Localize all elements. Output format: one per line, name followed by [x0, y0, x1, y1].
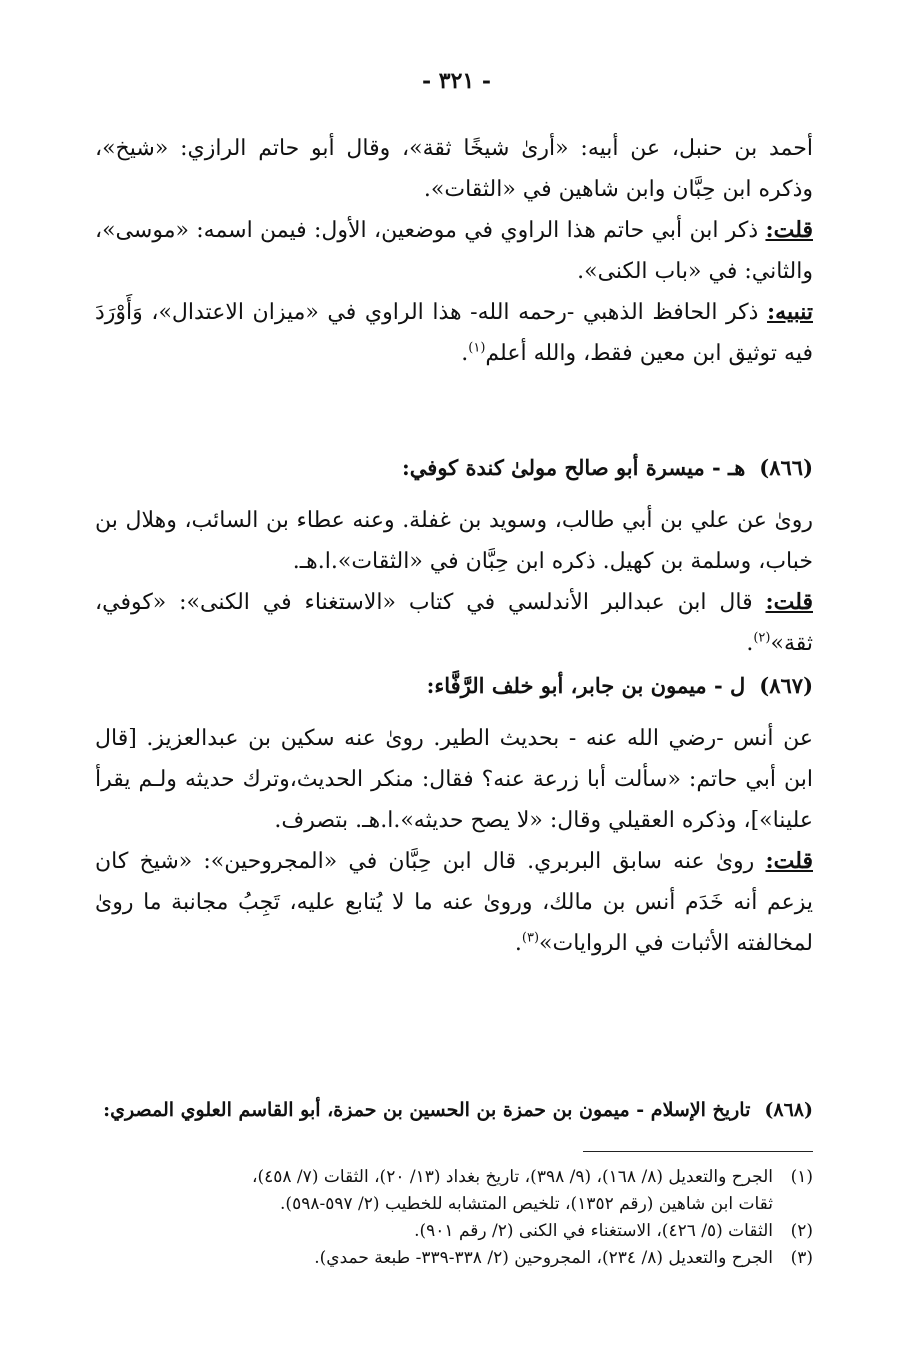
intro-paragraph-1: أحمد بن حنبل، عن أبيه: «أرىٰ شيخًا ثقة»، وقال أبو حاتم الرازي: «شيخ»، وذكره ابن حِبَّان وابن شاهين في «الثقات». [95, 136, 813, 202]
intro-section [95, 128, 813, 374]
entry-866-number: (٨٦٦) [759, 455, 813, 480]
footnote-ref-3: (٣) [521, 930, 540, 946]
entry-866-paragraph-2-text: قال ابن عبدالبر الأندلسي في كتاب «الاستغناء في الكنى»: «كوفي، ثقة» [95, 590, 813, 656]
page-number: - ٣٢١ - [421, 68, 492, 94]
entry-867-number: (٨٦٧) [759, 673, 813, 698]
entry-868-title: تاريخ الإسلام - ميمون بن حمزة بن الحسين بن حمزة، أبو القاسم العلوي المصري: [103, 1099, 751, 1121]
entry-866-paragraph-1: روىٰ عن علي بن أبي طالب، وسويد بن غفلة. وعنه عطاء بن السائب، وهلال بن خباب، وسلمة بن كهيل. ذكره ابن حِبَّان في «الثقات».ا.هـ. [95, 508, 813, 574]
qult-label: قلت: [765, 217, 813, 243]
entry-867-paragraph-2-text: روىٰ عنه سابق البربري. قال ابن حِبَّان في «المجروحين»: «شيخ كان يزعم أنه خَدَم أنس بن مالك، وروىٰ عنه ما لا يُتابع عليه، تَجِبُ مجانبة ما روىٰ لمخالفته الأثبات في الروايات» [95, 849, 813, 956]
entry-866-paragraph-2-end: . [746, 631, 754, 656]
footnote-ref-2: (٢) [753, 630, 771, 646]
footnote-3-text: الجرح والتعديل (٨/ ٢٣٤)، المجروحين (٢/ ٣٣٨-٣٣٩- طبعة حمدي). [314, 1248, 773, 1268]
entry-867-paragraph-2 [95, 841, 813, 964]
entry-867-paragraph-2-end: . [514, 931, 522, 956]
intro-paragraph-3 [95, 292, 813, 374]
footnote-separator [583, 1151, 813, 1152]
footnote-2-number: (٢) [790, 1221, 813, 1241]
qult-label: قلت: [765, 848, 813, 874]
footnote-1 [95, 1164, 813, 1191]
entry-868-heading [95, 1094, 813, 1126]
footnote-2-text: الثقات (٥/ ٤٢٦)، الاستغناء في الكنى (٢/ رقم ٩٠١). [414, 1221, 773, 1241]
footnote-ref-1: (١) [468, 340, 486, 356]
intro-paragraph-2-text: ذكر ابن أبي حاتم هذا الراوي في موضعين، الأول: فيمن اسمه: «موسى»، والثاني: في «باب الكنى». [95, 218, 813, 284]
footnotes [95, 1164, 813, 1272]
footnote-1-text: الجرح والتعديل (٨/ ١٦٨)، (٩/ ٣٩٨)، تاريخ بغداد (١٣/ ٢٠)، الثقات (٧/ ٤٥٨)، [252, 1167, 773, 1187]
entry-867-title: ل - ميمون بن جابر، أبو خلف الرَّفَّاء: [426, 673, 746, 698]
entry-867-body [95, 718, 813, 964]
tanbih-label: تنبيه: [767, 299, 813, 325]
intro-paragraph-3-text: ذكر الحافظ الذهبي -رحمه الله- هذا الراوي في «ميزان الاعتدال»، وَأَوْرَدَ فيه توثيق ابن معين فقط، والله أعلم [95, 300, 813, 366]
entry-866-title: هـ - ميسرة أبو صالح مولىٰ كندة كوفي: [402, 455, 746, 480]
entry-868-number: (٨٦٨) [764, 1099, 813, 1121]
qult-label: قلت: [765, 589, 813, 615]
entry-866-paragraph-2 [95, 582, 813, 664]
footnote-1-number: (١) [790, 1167, 813, 1187]
footnote-1-continuation: ثقات ابن شاهين (رقم ١٣٥٢)، تلخيص المتشابه للخطيب (٢/ ٥٩٧-٥٩٨). [280, 1194, 773, 1214]
entry-867-heading [95, 670, 813, 702]
entry-867-paragraph-1: عن أنس -رضي الله عنه - بحديث الطير. روىٰ عنه سكين بن عبدالعزيز. [قال ابن أبي حاتم: «سألت أبا زرعة عنه؟ فقال: منكر الحديث،وترك حديثه ولـم يقرأ علينا»]، وذكره العقيلي وقال: «لا يصح حديثه».ا.هـ. بتصرف. [95, 726, 813, 833]
entry-866-heading [95, 452, 813, 484]
intro-paragraph-3-end: . [461, 341, 469, 366]
intro-paragraph-2 [95, 210, 813, 292]
footnote-2 [95, 1218, 813, 1245]
entry-866-body [95, 500, 813, 664]
footnote-3-number: (٣) [790, 1248, 813, 1268]
footnote-3 [95, 1245, 813, 1272]
